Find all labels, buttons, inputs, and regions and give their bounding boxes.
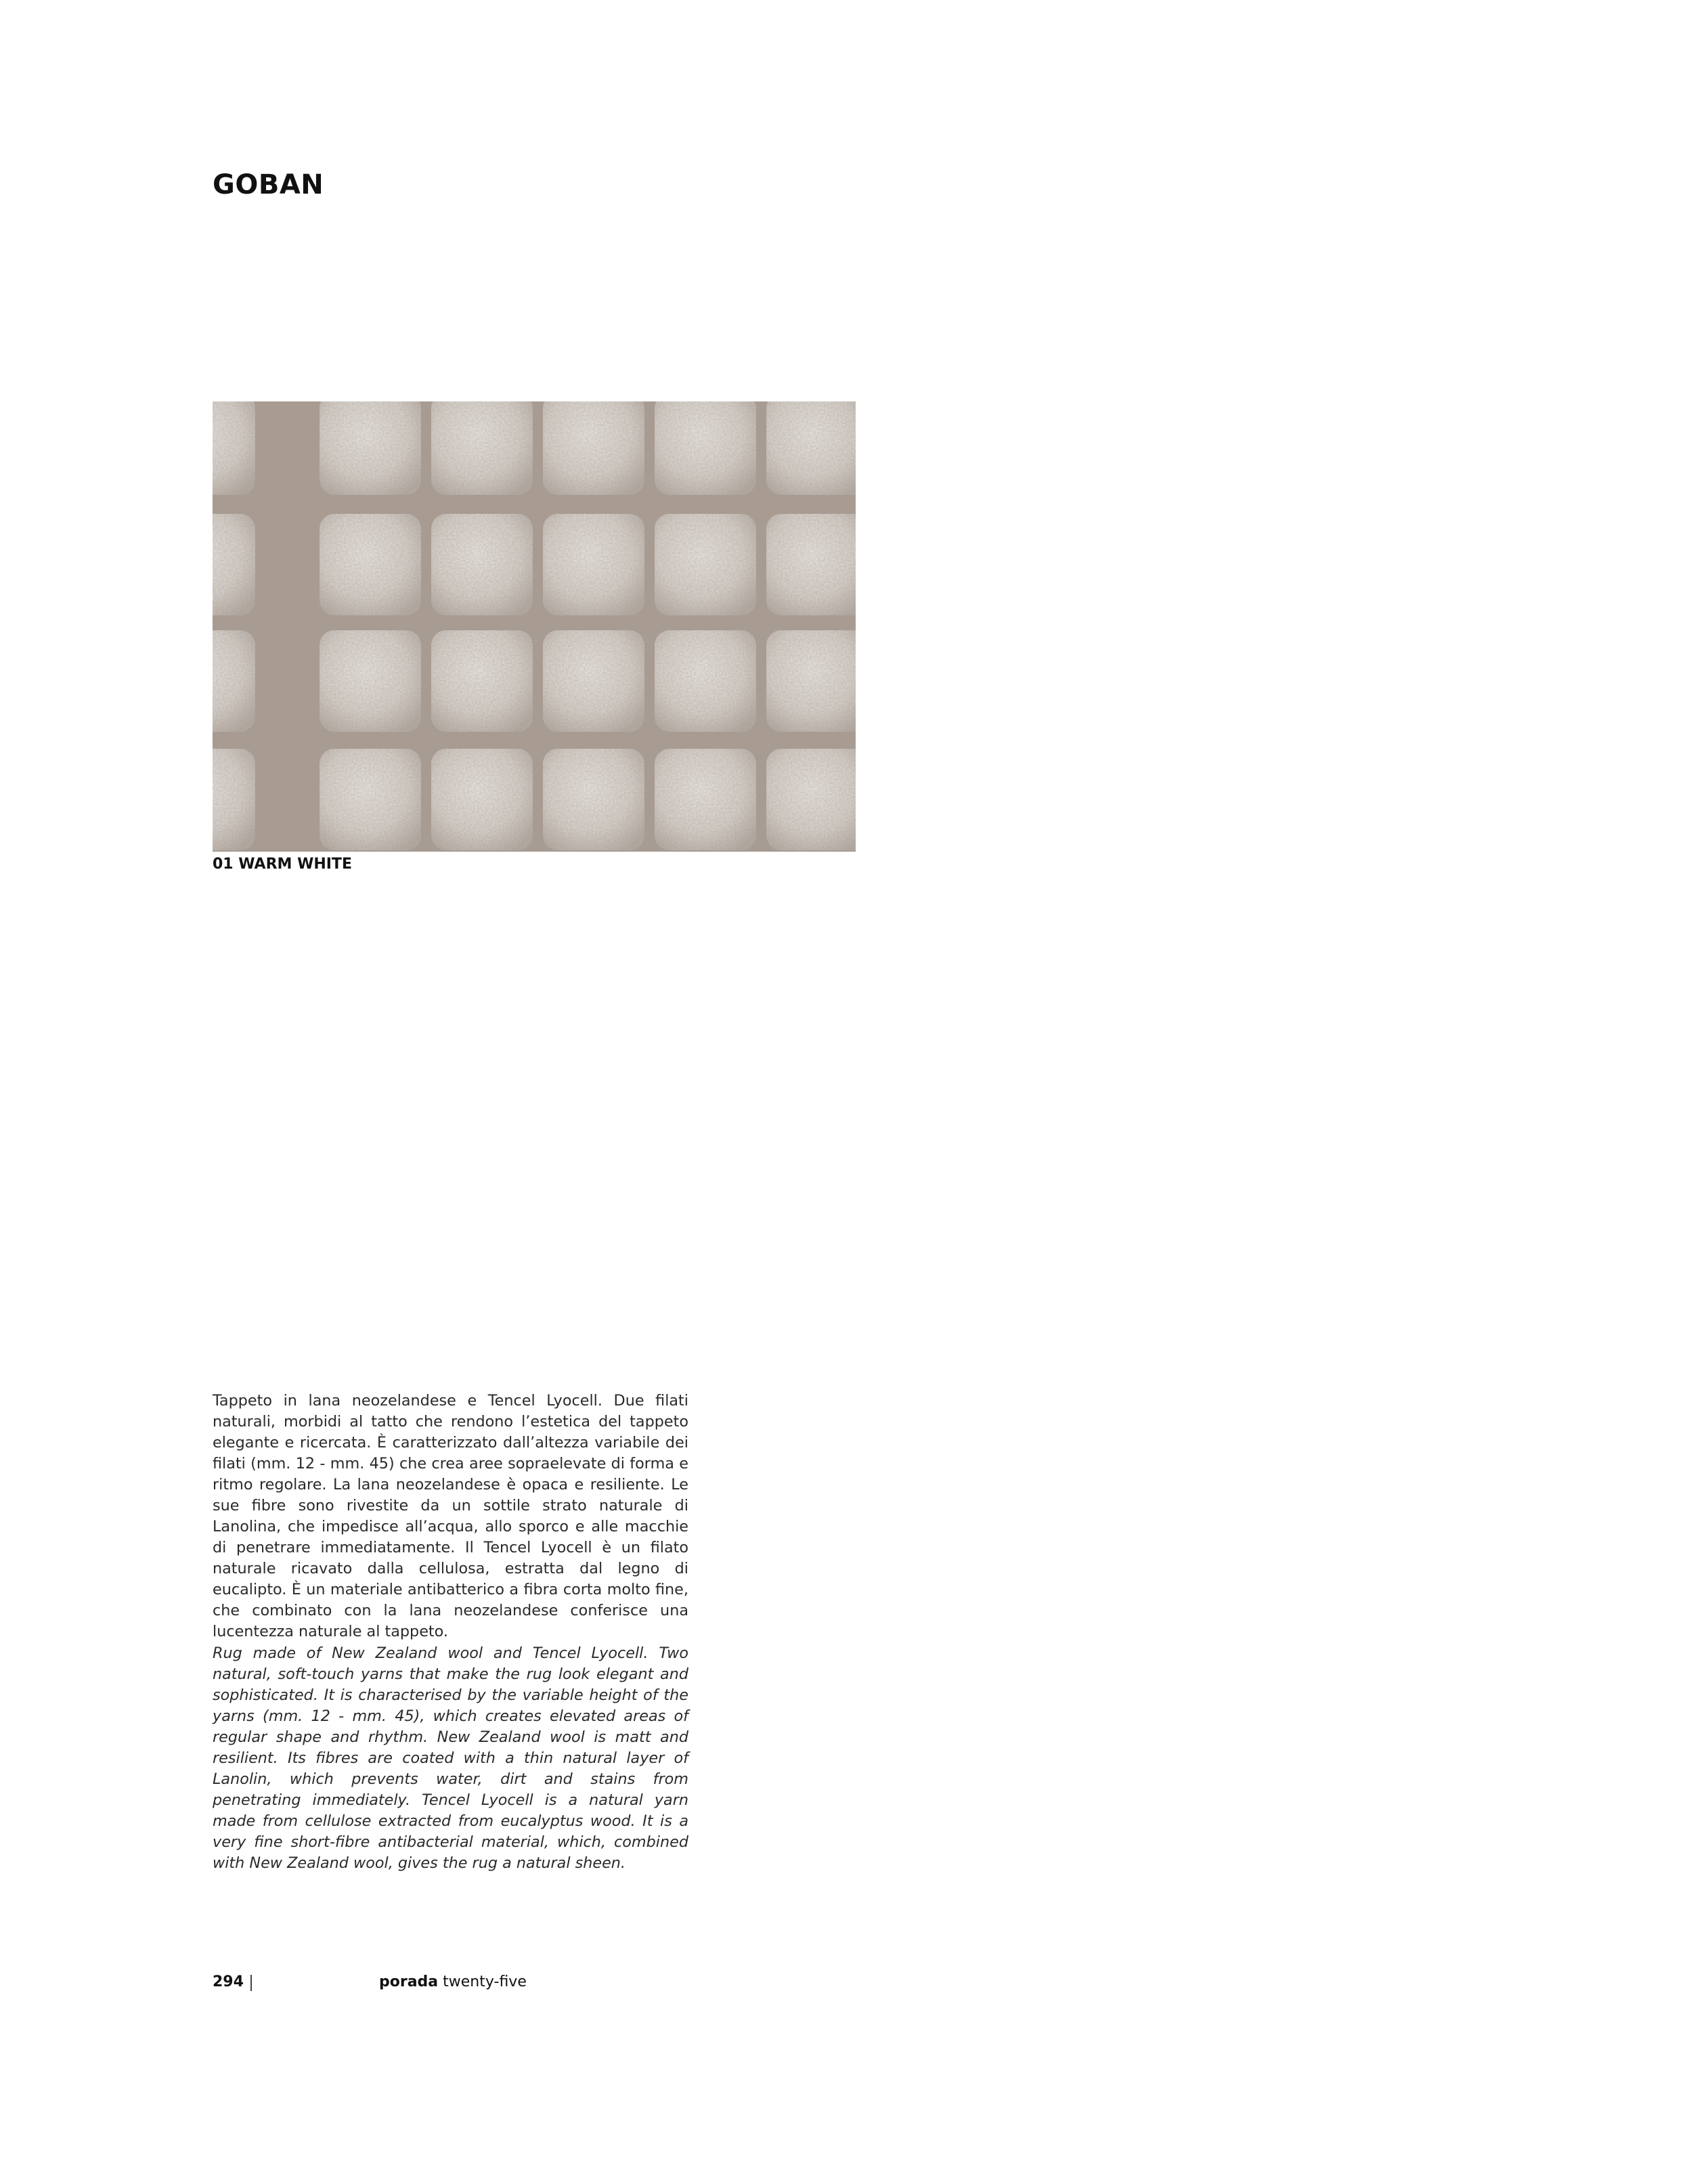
rug-tile	[431, 401, 533, 495]
rug-tile	[213, 749, 255, 850]
rug-tile	[543, 401, 644, 495]
page-title: GOBAN	[213, 169, 324, 200]
rug-tile	[543, 749, 644, 850]
rug-tile	[766, 630, 856, 732]
rug-tile	[655, 514, 756, 615]
rug-tile	[543, 630, 644, 732]
rug-tile	[431, 514, 533, 615]
rug-tile	[766, 514, 856, 615]
rug-tile	[320, 514, 421, 615]
rug-tile	[655, 401, 756, 495]
swatch-caption: 01 WARM WHITE	[213, 856, 352, 873]
rug-tile	[766, 401, 856, 495]
page-footer	[213, 1973, 527, 1990]
footer-brand	[379, 1973, 527, 1990]
description-italian: Tappeto in lana neozelandese e Tencel Lyocell. Due filati naturali, morbidi al tatto che rendono l’estetica del tappeto elegante e ricercata. È caratterizzato dall’altezza variabile dei filati (mm. 12 - mm. 45) che crea aree sopraelevate di forma e ritmo regolare. La lana neozelandese è opaca e resiliente. Le sue fibre sono rivestite da un sottile strato naturale di Lanolina, che impedisce all’acqua, allo sporco e alle macchie di penetrare immediatamente. Il Tencel Lyocell è un filato naturale ricavato dalla cellulosa, estratta dal legno di eucalipto. È un materiale antibatterico a fibra corta molto fine, che combinato con la lana neozelandese conferisce una lucentezza naturale al tappeto.	[213, 1392, 688, 1640]
rug-tile	[320, 401, 421, 495]
rug-tile	[543, 514, 644, 615]
rug-tile	[766, 749, 856, 850]
rug-swatch-image	[213, 401, 856, 852]
rug-texture	[213, 401, 856, 852]
rug-tile	[431, 749, 533, 850]
rug-tile	[213, 630, 255, 732]
rug-tile	[213, 514, 255, 615]
collection-name: twenty-five	[443, 1973, 527, 1990]
rug-tile	[320, 630, 421, 732]
rug-tile	[213, 401, 255, 495]
rug-tile	[431, 630, 533, 732]
rug-tile	[655, 749, 756, 850]
footer-divider	[250, 1975, 252, 1991]
page-number: 294	[213, 1973, 244, 1990]
rug-tile	[320, 749, 421, 850]
description-english: Rug made of New Zealand wool and Tencel Lyocell. Two natural, soft-touch yarns that make the rug look elegant and sophisticated. It is characterised by the variable height of the yarns (mm. 12 - mm. 45), which creates elevated areas of regular shape and rhythm. New Zealand wool is matt and resilient. Its fibres are coated with a thin natural layer of Lanolin, which prevents water, dirt and stains from penetrating immediately. Tencel Lyocell is a natural yarn made from cellulose extracted from eucalyptus wood. It is a very fine short-fibre antibacterial material, which, combined with New Zealand wool, gives the rug a natural sheen.	[213, 1644, 688, 1872]
rug-tile	[655, 630, 756, 732]
brand-name: porada	[379, 1973, 439, 1990]
